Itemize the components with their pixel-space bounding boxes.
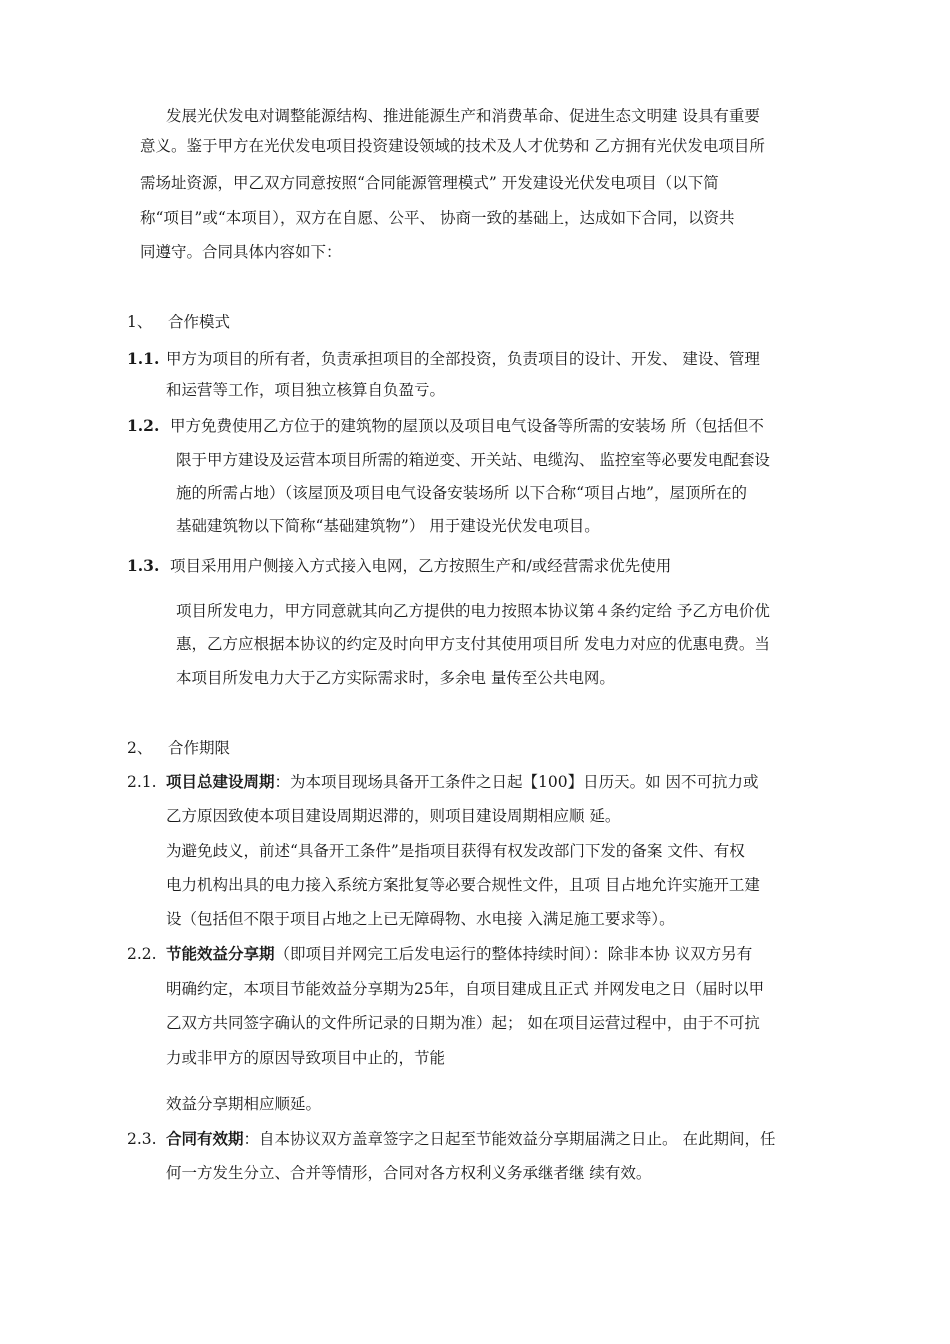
clause-line: 何一方发生分立、合并等情形，合同对各方权利义务承继者继 续有效。 <box>166 1164 652 1182</box>
section-title: 合作期限 <box>168 739 231 757</box>
clause-bold-lead: 项目总建设周期 <box>166 772 275 791</box>
clause-line: 力或非甲方的原因导致项目中止的，节能 <box>166 1049 446 1067</box>
section-number: 1、 <box>127 313 153 331</box>
intro-line: 意义。鉴于甲方在光伏发电项目投资建设领域的技术及人才优势和 乙方拥有光伏发电项目所 <box>140 137 765 155</box>
clause-line: 甲方免费使用乙方位于的建筑物的屋顶以及项目电气设备等所需的安装场 所（包括但不 <box>170 417 764 435</box>
clause-number: 2.2. <box>127 945 157 963</box>
clause-line: 本项目所发电力大于乙方实际需求时，多余电 量传至公共电网。 <box>176 669 615 687</box>
intro-line: 称“项目”或“本项目），双方在自愿、公平、 协商一致的基础上，达成如下合同，以资共 <box>140 209 735 227</box>
clause-line: 乙双方共同签字确认的文件所记录的日期为准）起； 如在项目运营过程中，由于不可抗 <box>166 1014 760 1032</box>
clause-line: 效益分享期相应顺延。 <box>166 1095 322 1113</box>
clause-line: 设（包括但不限于项目占地之上已无障碍物、水电接 入满足施工要求等）。 <box>166 910 675 928</box>
section-number: 2、 <box>127 739 153 757</box>
intro-line: 需场址资源，甲乙双方同意按照“合同能源管理模式” 开发建设光伏发电项目（以下简 <box>140 174 719 192</box>
clause-line: 电力机构出具的电力接入系统方案批复等必要合规性文件，且项 目占地允许实施开工建 <box>166 876 760 894</box>
clause-line: 项目采用用户侧接入方式接入电网，乙方按照生产和/或经营需求优先使用 <box>170 557 672 575</box>
clause-number: 1.2. <box>127 416 160 435</box>
clause-line: 和运营等工作，项目独立核算自负盈亏。 <box>166 381 446 399</box>
clause-line: 惠，乙方应根据本协议的约定及时向甲方支付其使用项目所 发电力对应的优惠电费。当 <box>176 635 770 653</box>
clause-line: 明确约定，本项目节能效益分享期为25年，自项目建成且正式 并网发电之日（届时以甲 <box>166 980 765 998</box>
clause-bold-lead: 合同有效期 <box>166 1129 244 1148</box>
clause-line: 乙方原因致使本项目建设周期迟滞的，则项目建设周期相应顺 延。 <box>166 807 621 825</box>
clause-line: 合同有效期：自本协议双方盖章签字之日起至节能效益分享期届满之日止。 在此期间，任 <box>166 1129 776 1148</box>
clause-line: 项目总建设周期：为本项目现场具备开工条件之日起【100】日历天。如 因不可抗力或 <box>166 772 759 791</box>
clause-number: 1.3. <box>127 556 160 575</box>
clause-line: 项目所发电力，甲方同意就其向乙方提供的电力按照本协议第４条约定给 予乙方电价优 <box>176 602 770 620</box>
clause-line: 甲方为项目的所有者，负责承担项目的全部投资，负责项目的设计、开发、 建设、管理 <box>166 350 760 368</box>
clause-line: 节能效益分享期（即项目并网完工后发电运行的整体持续时间）：除非本协 议双方另有 <box>166 944 753 963</box>
clause-line: 基础建筑物以下简称“基础建筑物”） 用于建设光伏发电项目。 <box>176 517 600 535</box>
clause-line: 施的所需占地）（该屋顶及项目电气设备安装场所 以下合称“项目占地”，屋顶所在的 <box>176 484 748 502</box>
clause-line: 为避免歧义，前述“具备开工条件”是指项目获得有权发改部门下发的备案 文件、有权 <box>166 842 745 860</box>
clause-number: 1.1. <box>127 349 160 368</box>
section-title: 合作模式 <box>168 313 231 331</box>
clause-line: 限于甲方建设及运营本项目所需的箱逆变、开关站、电缆沟、 监控室等必要发电配套设 <box>176 451 770 469</box>
clause-number: 2.3. <box>127 1130 157 1148</box>
clause-bold-lead: 节能效益分享期 <box>166 944 275 963</box>
clause-number: 2.1. <box>127 773 157 791</box>
intro-line: 发展光伏发电对调整能源结构、推进能源生产和消费革命、促进生态文明建 设具有重要 <box>166 107 760 125</box>
intro-line: 同遵守。合同具体内容如下： <box>140 243 342 261</box>
